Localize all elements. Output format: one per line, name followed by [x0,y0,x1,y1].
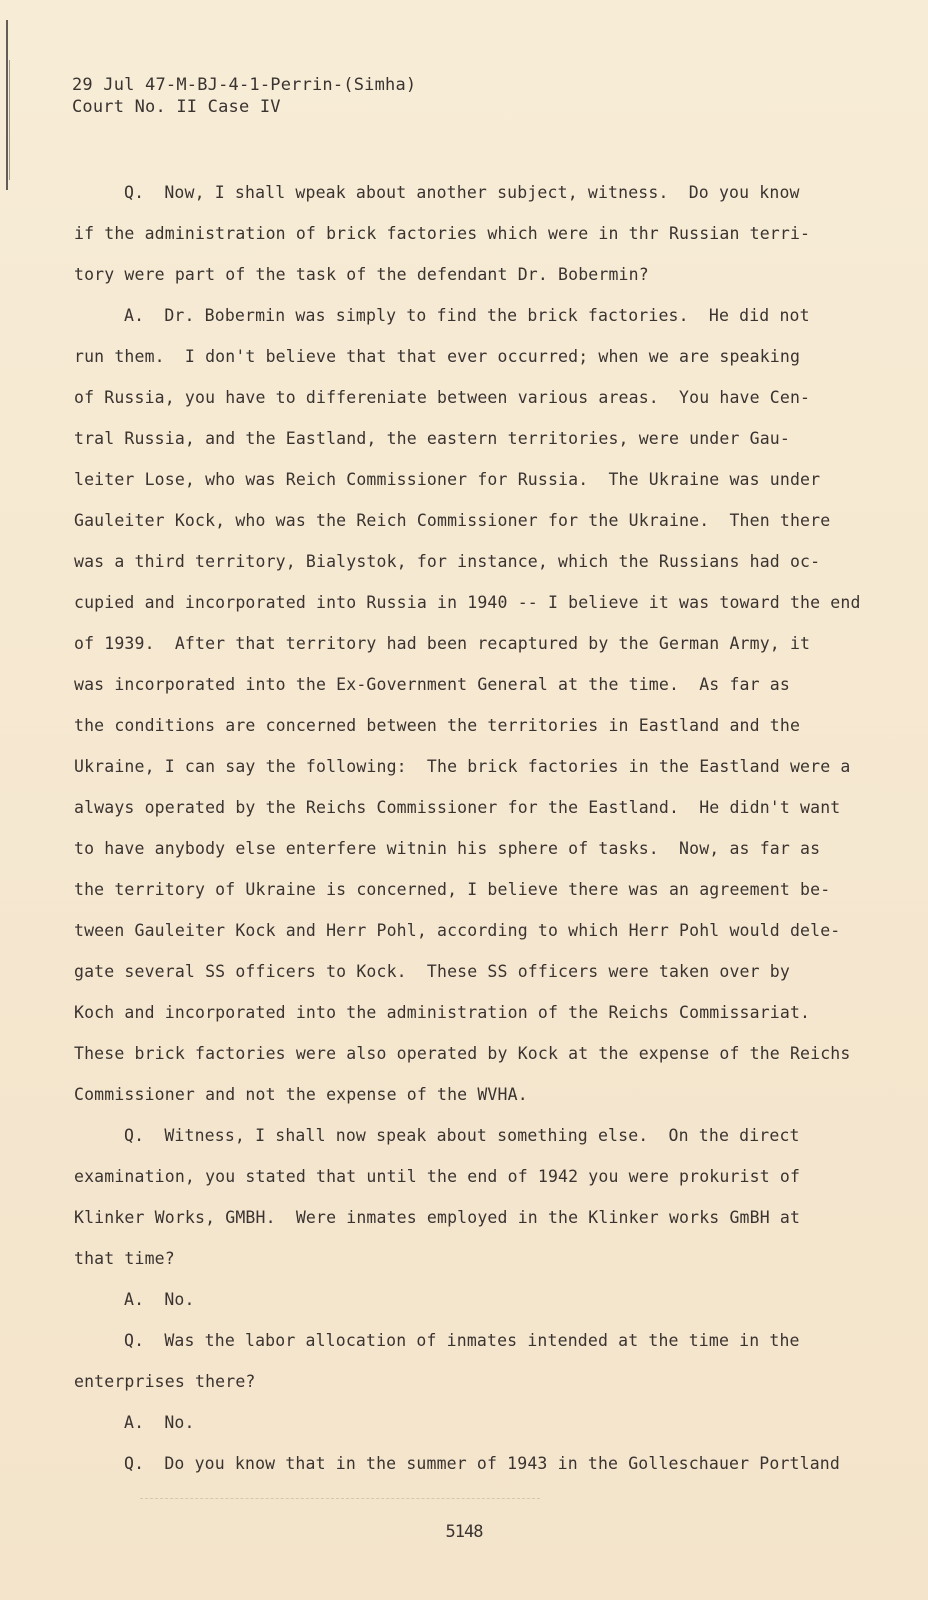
transcript-line: enterprises there? [74,1372,256,1391]
transcript-line: tral Russia, and the Eastland, the eastern territories, were under Gau- [74,429,790,448]
transcript-line: Q. Now, I shall wpeak about another subject, witness. Do you know [124,183,800,202]
transcript-line: to have anybody else enterfere witnin his sphere of tasks. Now, as far as [74,839,821,858]
transcript-line: Q. Was the labor allocation of inmates intended at the time in the [124,1331,800,1350]
transcript-line: the territory of Ukraine is concerned, I believe there was an agreement be- [74,880,831,899]
header-court-line: Court No. II Case IV [72,97,281,117]
transcript-line: A. No. [124,1413,195,1432]
transcript-line: Q. Witness, I shall now speak about something else. On the direct [124,1126,800,1145]
transcript-line: that time? [74,1249,175,1268]
transcript-line: of 1939. After that territory had been recaptured by the German Army, it [74,634,811,653]
header-reference-line: 29 Jul 47-M-BJ-4-1-Perrin-(Simha) [72,75,417,95]
transcript-line: Koch and incorporated into the administration of the Reichs Commissariat. [74,1003,811,1022]
transcript-line: of Russia, you have to differeniate between various areas. You have Cen- [74,388,811,407]
transcript-line: Klinker Works, GMBH. Were inmates employed in the Klinker works GmBH at [74,1208,801,1227]
transcript-line: Gauleiter Kock, who was the Reich Commissioner for the Ukraine. Then there [74,511,831,530]
transcript-line: tory were part of the task of the defendant Dr. Bobermin? [74,265,649,284]
transcript-line: These brick factories were also operated by Kock at the expense of the Reichs [74,1044,851,1063]
transcript-line: the conditions are concerned between the territories in Eastland and the [74,716,801,735]
transcript-line: examination, you stated that until the end of 1942 you were prokurist of [74,1167,801,1186]
transcript-line: Ukraine, I can say the following: The brick factories in the Eastland were a [74,757,851,776]
transcript-line: was incorporated into the Ex-Government General at the time. As far as [74,675,790,694]
transcript-line: gate several SS officers to Kock. These SS officers were taken over by [74,962,790,981]
transcript-line: always operated by the Reichs Commissioner for the Eastland. He didn't want [74,798,841,817]
transcript-body [74,172,874,1484]
transcript-line: if the administration of brick factories which were in thr Russian terri- [74,224,811,243]
transcript-line: tween Gauleiter Kock and Herr Pohl, according to which Herr Pohl would dele- [74,921,841,940]
transcript-line: was a third territory, Bialystok, for instance, which the Russians had oc- [74,552,821,571]
binding-mark [6,20,8,190]
transcript-line: cupied and incorporated into Russia in 1940 -- I believe it was toward the end [74,593,861,612]
transcript-line: A. Dr. Bobermin was simply to find the brick factories. He did not [124,306,810,325]
transcript-line: leiter Lose, who was Reich Commissioner for Russia. The Ukraine was under [74,470,821,489]
transcript-line: A. No. [124,1290,195,1309]
transcript-line: Q. Do you know that in the summer of 1943 in the Golleschauer Portland [124,1454,840,1473]
document-header [72,74,416,118]
transcript-line: run them. I don't believe that that ever occurred; when we are speaking [74,347,801,366]
binding-mark-secondary [9,60,10,180]
faint-typing-residue [140,1498,540,1500]
transcript-line: Commissioner and not the expense of the WVHA. [74,1085,528,1104]
page-number: 5148 [445,1522,483,1542]
